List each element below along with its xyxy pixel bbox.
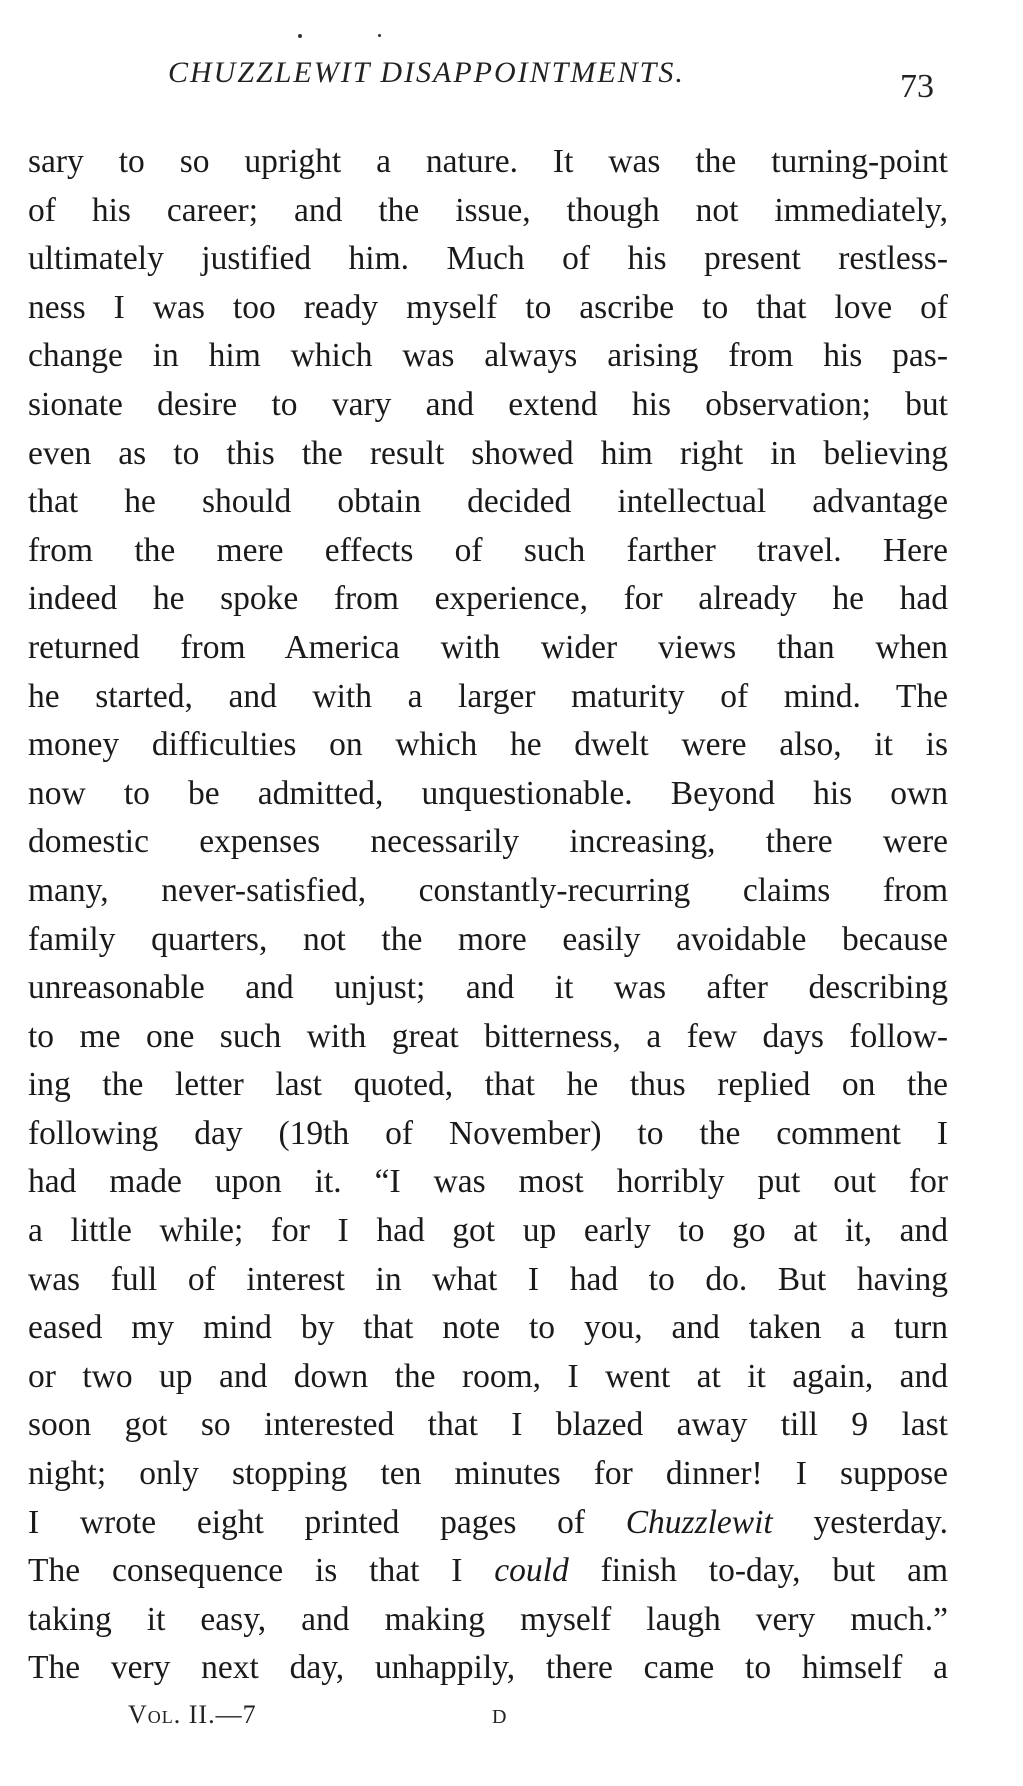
text-line: to me one such with great bitterness, a few days follow- <box>28 1017 948 1055</box>
text-line: now to be admitted, unquestionable. Beyond his own <box>28 774 948 812</box>
signature-mark: D <box>492 1706 507 1728</box>
text-line: that he should obtain decided intellectual advantage <box>28 483 948 521</box>
text-line: money difficulties on which he dwelt were also, it is <box>28 726 948 764</box>
text-line: family quarters, not the more easily avoidable because <box>28 920 948 958</box>
text-line: domestic expenses necessarily increasing, there were <box>28 823 948 861</box>
text-line: had made upon it. “I was most horribly put out for <box>28 1163 948 1201</box>
text-line: ness I was too ready myself to ascribe to that love of <box>28 288 948 326</box>
italic-title: Chuzzlewit <box>625 1503 773 1541</box>
text-line-with-italic <box>28 1547 948 1596</box>
print-speck <box>298 34 302 38</box>
text-line: ing the letter last quoted, that he thus replied on the <box>28 1066 948 1104</box>
text-line: The very next day, unhappily, there came to himself a <box>28 1649 948 1687</box>
text-line: a little while; for I had got up early to go at it, and <box>28 1212 948 1250</box>
text-run: finish to-day, but am <box>568 1552 948 1590</box>
italic-emphasis: could <box>494 1552 569 1590</box>
text-line: unreasonable and unjust; and it was after describing <box>28 969 948 1007</box>
text-line: ultimately justified him. Much of his present restless- <box>28 240 948 278</box>
text-line: from the mere effects of such farther travel. Here <box>28 531 948 569</box>
body-paragraph <box>28 138 948 1693</box>
text-line: many, never-satisfied, constantly-recurring claims from <box>28 871 948 909</box>
text-run: yesterday. <box>772 1503 949 1541</box>
text-line: even as to this the result showed him right in believing <box>28 434 948 472</box>
text-line: or two up and down the room, I went at it again, and <box>28 1357 948 1395</box>
text-line: was full of interest in what I had to do. But having <box>28 1260 948 1298</box>
text-line: he started, and with a larger maturity of mind. The <box>28 677 948 715</box>
text-line: night; only stopping ten minutes for dinner! I suppose <box>28 1455 948 1493</box>
running-title: CHUZZLEWIT DISAPPOINTMENTS. <box>168 56 685 89</box>
text-line: eased my mind by that note to you, and taken a turn <box>28 1309 948 1347</box>
text-line: change in him which was always arising from his pas- <box>28 337 948 375</box>
text-line: returned from America with wider views than when <box>28 628 948 666</box>
page-number: 73 <box>900 68 934 105</box>
text-line: sionate desire to vary and extend his observation; but <box>28 385 948 423</box>
volume-mark-text: Vol. II.—7 <box>128 1700 257 1729</box>
text-line: following day (19th of November) to the comment I <box>28 1114 948 1152</box>
volume-mark <box>128 1700 257 1730</box>
text-line: indeed he spoke from experience, for already he had <box>28 580 948 618</box>
text-line-with-italic <box>28 1499 948 1548</box>
print-speck <box>378 34 381 37</box>
text-run: I wrote eight printed pages of <box>28 1503 626 1541</box>
text-line: sary to so upright a nature. It was the turning-point <box>28 143 948 180</box>
text-line: taking it easy, and making myself laugh very much.” <box>28 1600 948 1638</box>
text-line: of his career; and the issue, though not immediately, <box>28 191 948 229</box>
text-line: soon got so interested that I blazed away till 9 last <box>28 1406 948 1444</box>
text-run: The consequence is that I <box>28 1552 495 1590</box>
